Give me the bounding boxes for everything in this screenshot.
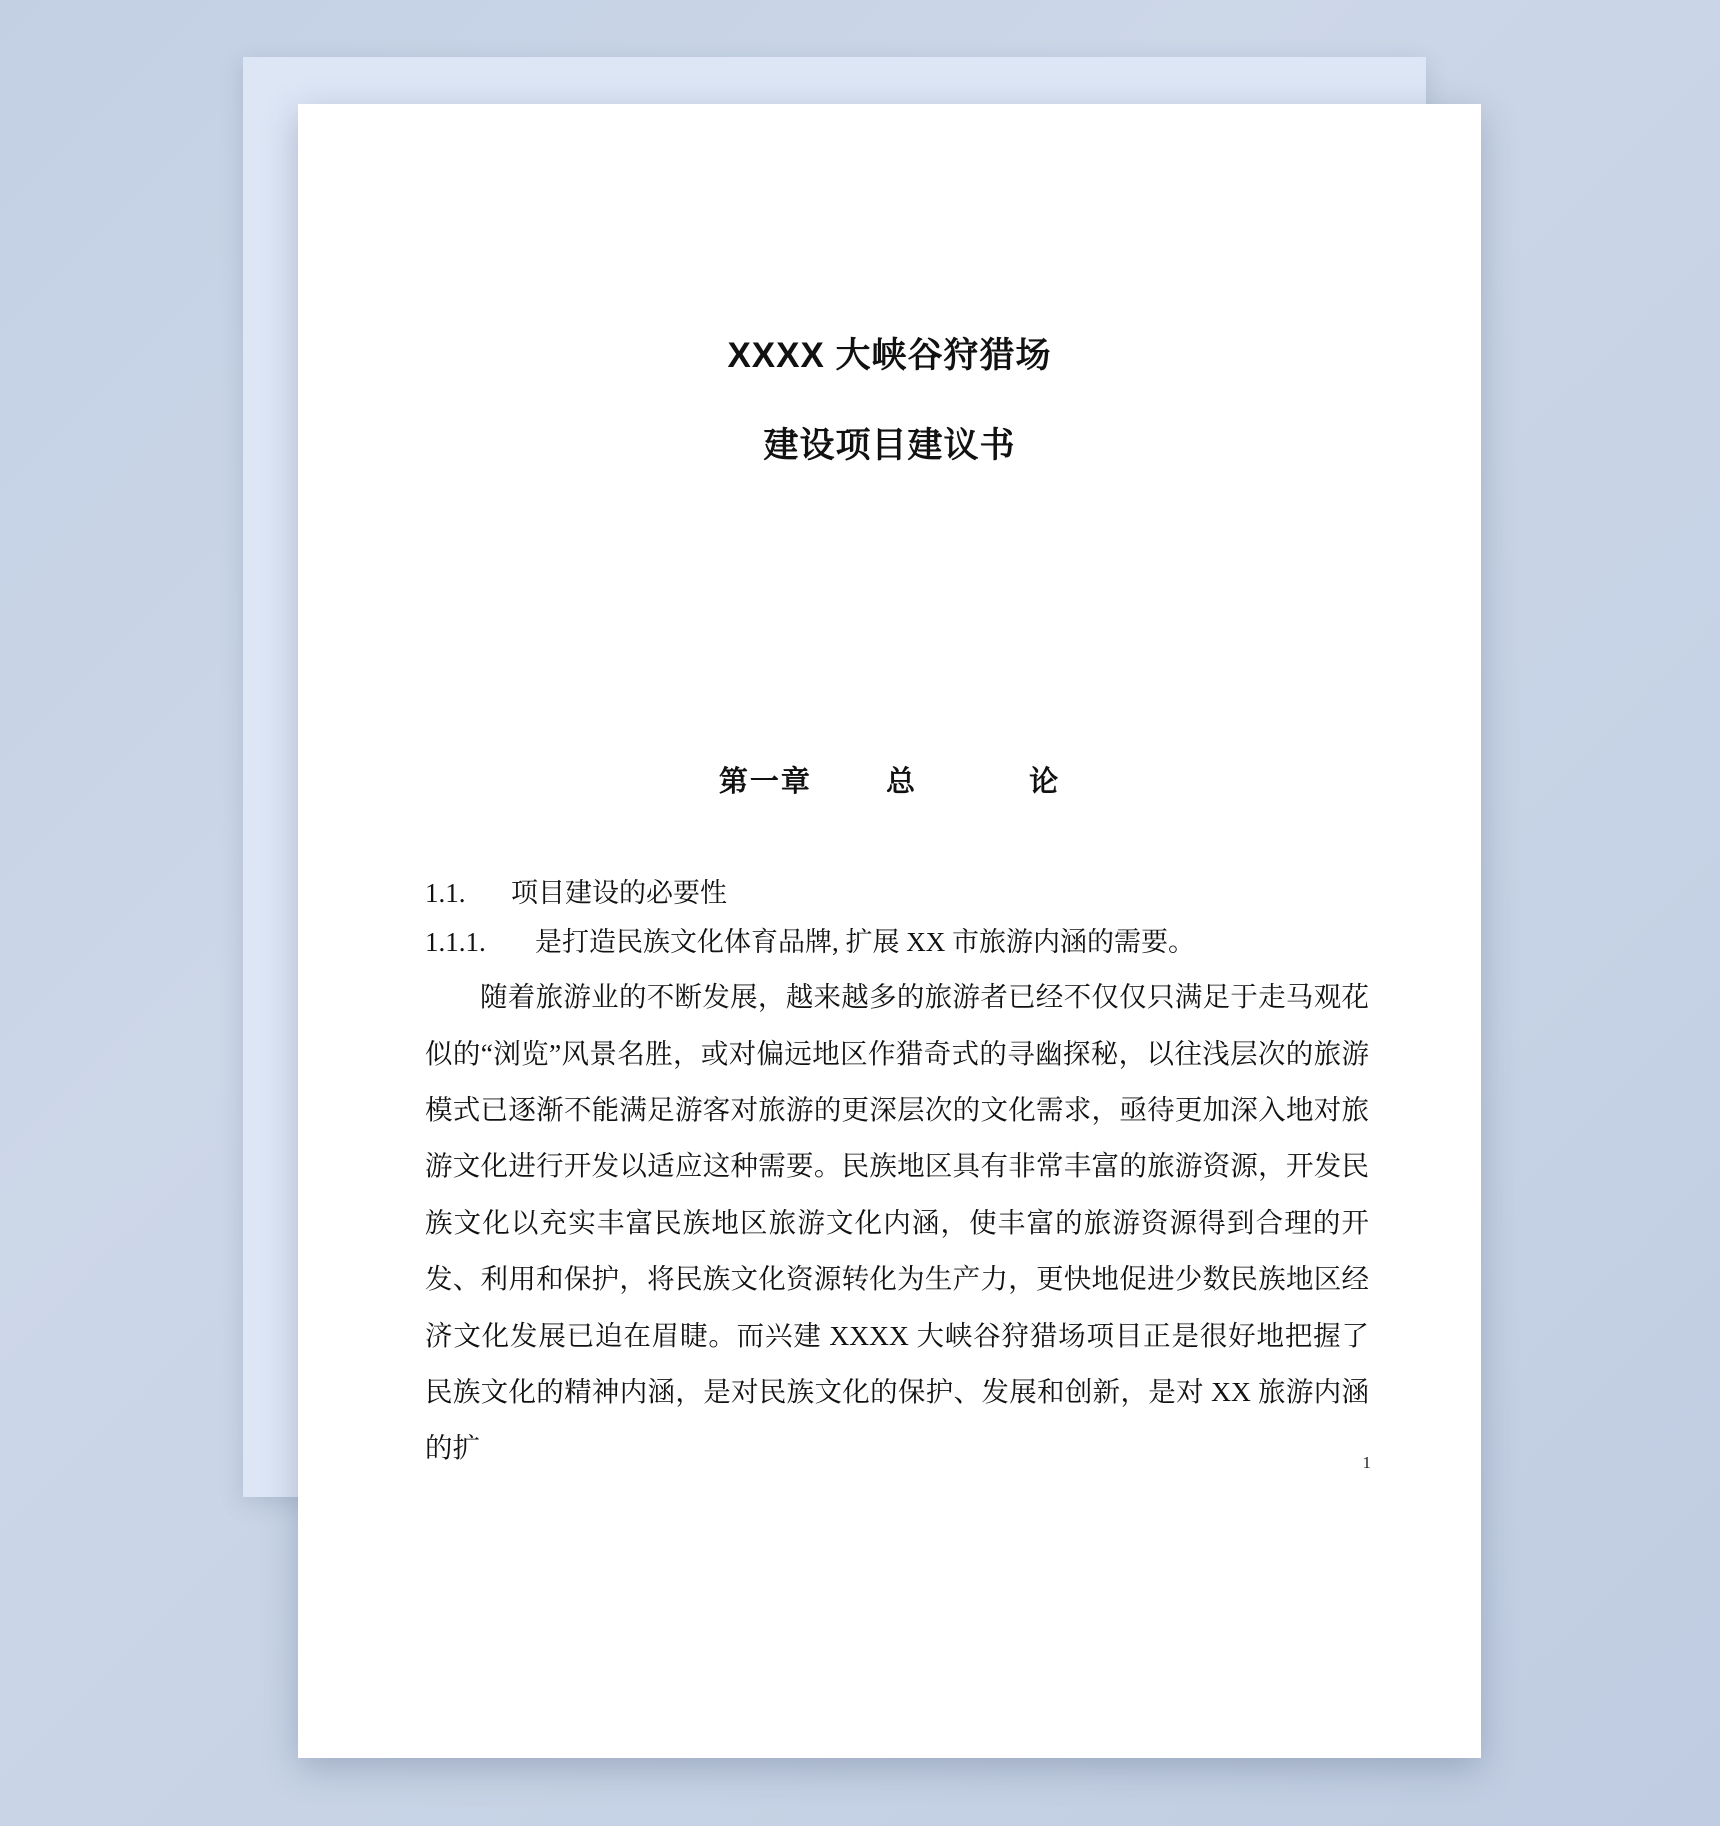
section-number-1-1: 1.1.	[425, 878, 466, 908]
chapter-label-1: 总	[885, 766, 917, 798]
section-title-1-1: 项目建设的必要性	[511, 878, 727, 908]
document-title-line-1: XXXX 大峡谷狩猎场	[727, 336, 1052, 375]
section-title-1-1-1: 是打造民族文化体育品牌, 扩展 XX 市旅游内涵的需要。	[535, 926, 1195, 957]
chapter-label-2: 论	[1029, 766, 1061, 798]
section-heading-1-1	[425, 872, 1369, 915]
document-title	[298, 328, 1481, 468]
section-heading-1-1-1	[425, 921, 1369, 964]
document-page-content	[298, 104, 1481, 1758]
body-paragraph: 随着旅游业的不断发展，越来越多的旅游者已经不仅仅只满足于走马观花似的“浏览”风景名胜，或对偏远地区作猎奇式的寻幽探秘，以往浅层次的旅游模式已逐渐不能满足游客对旅游的更深层次的文化需求，亟待更加深入地对旅游文化进行开发以适应这种需要。民族地区具有非常丰富的旅游资源，开发民族文化以充实丰富民族地区旅游文化内涵，使丰富的旅游资源得到合理的开发、利用和保护，将民族文化资源转化为生产力，更快地促进少数民族地区经济文化发展已迫在眉睫。而兴建 XXXX 大峡谷狩猎场项目正是很好地把握了民族文化的精神内涵，是对民族文化的保护、发展和创新，是对 XX 旅游内涵的扩	[425, 981, 1369, 1464]
document-title-line-2: 建设项目建议书	[763, 426, 1016, 465]
chapter-prefix: 第一章	[718, 766, 812, 798]
chapter-heading	[298, 759, 1481, 800]
document-page	[298, 104, 1481, 1758]
section-number-1-1-1: 1.1.1.	[425, 926, 486, 957]
page-number: 1	[1362, 1453, 1371, 1472]
document-body	[425, 872, 1369, 1477]
